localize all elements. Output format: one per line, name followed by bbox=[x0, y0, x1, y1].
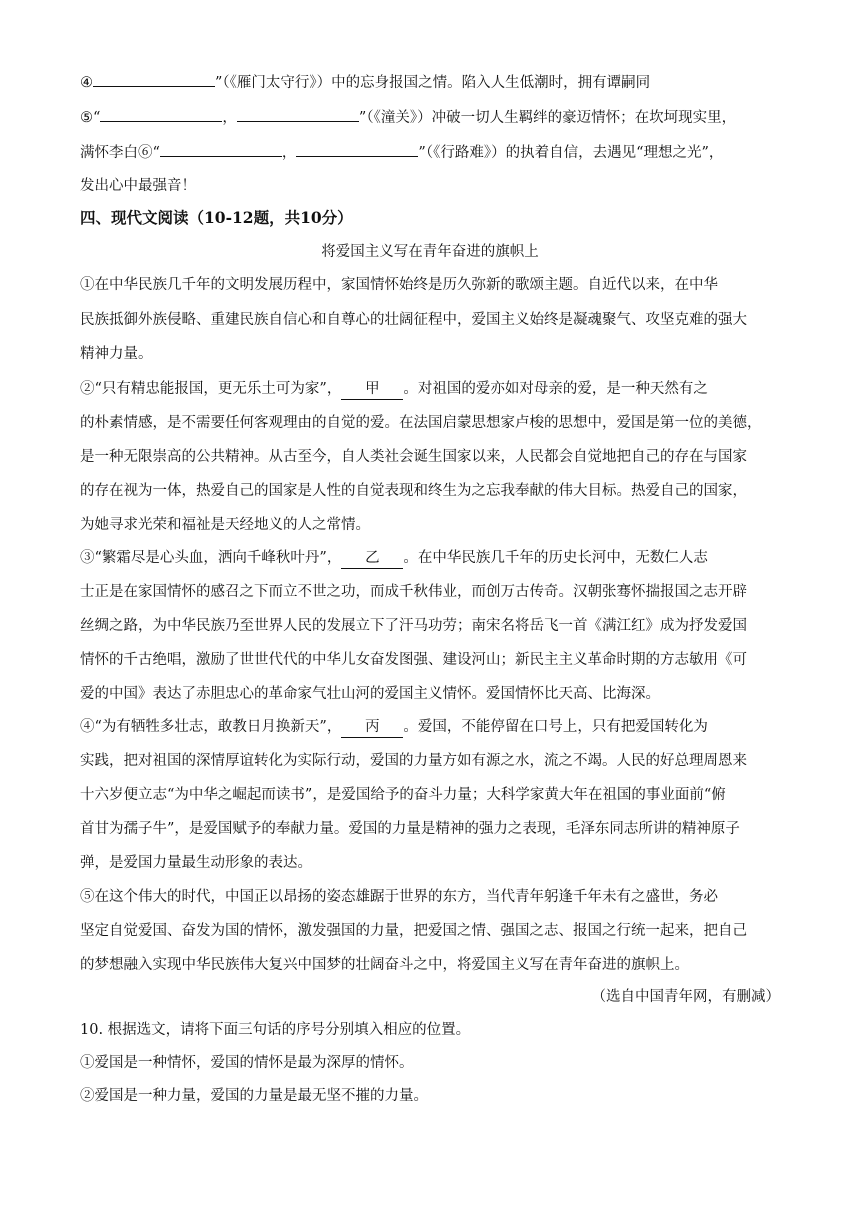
paragraph-5-line: 坚定自觉爱国、奋发为国的情怀，激发强国的力量，把爱国之情、强国之志、报国之行统一起来，把自己 bbox=[80, 923, 747, 939]
fill-blank-line-4 bbox=[80, 72, 780, 93]
paragraph-text: 。爱国，不能停留在口号上，只有把爱国转化为 bbox=[403, 719, 708, 735]
separator: ， bbox=[222, 110, 237, 126]
paragraph-text: 。对祖国的爱亦如对母亲的爱，是一种天然有之 bbox=[403, 381, 708, 397]
answer-blank[interactable] bbox=[160, 142, 282, 157]
paragraph-4-line: 十六岁便立志“为中华之崛起而读书”，是爱国给予的奋斗力量；大科学家黄大年在祖国的事业面前“俯 bbox=[80, 787, 726, 803]
answer-blank[interactable] bbox=[100, 107, 222, 122]
paragraph-3-line bbox=[80, 548, 780, 569]
paragraph-4-line: 首甘为孺子牛”，是爱国赋予的奉献力量。爱国的力量是精神的强力之表现，毛泽东同志所讲的精神原子 bbox=[80, 821, 740, 837]
fill-blank-line-6 bbox=[80, 142, 780, 163]
paragraph-3-line: 爱的中国》表达了赤胆忠心的革命家气壮山河的爱国主义情怀。爱国情怀比天高、比海深。 bbox=[80, 686, 660, 702]
paragraph-3-line: 情怀的千古绝唱，激励了世世代代的中华儿女奋发图强、建设河山；新民主主义革命时期的方志敏用《可 bbox=[80, 652, 747, 668]
paragraph-text: ③“繁霜尽是心头血，洒向千峰秋叶丹”， bbox=[80, 550, 342, 566]
paragraph-4-line: 实践，把对祖国的深情厚谊转化为实际行动，爱国的力量方如有源之水，流之不竭。人民的好总理周恩来 bbox=[80, 753, 747, 769]
paragraph-1-line: 精神力量。 bbox=[80, 346, 153, 362]
paragraph-2-line: 为她寻求光荣和福祉是天经地义的人之常情。 bbox=[80, 517, 370, 533]
paragraph-1-line: ①在中华民族几千年的文明发展历程中，家国情怀始终是历久弥新的歌颂主题。自近代以来，在中华 bbox=[80, 277, 718, 293]
paragraph-1-line: 民族抵御外族侵略、重建民族自信心和自尊心的壮阔征程中，爱国主义始终是凝魂聚气、攻坚克难的强大 bbox=[80, 312, 747, 328]
paragraph-text: 。在中华民族几千年的历史长河中，无数仁人志 bbox=[403, 550, 708, 566]
answer-blank[interactable] bbox=[93, 72, 215, 87]
paragraph-5-line: 的梦想融入实现中华民族伟大复兴中国梦的壮阔奋斗之中，将爱国主义写在青年奋进的旗帜上。 bbox=[80, 957, 689, 973]
paragraph-2-line: 的朴素情感，是不需要任何客观理由的自觉的爱。在法国启蒙思想家卢梭的思想中，爱国是第一位的美德， bbox=[80, 415, 762, 431]
question-10: 10. 根据选文，请将下面三句话的序号分别填入相应的位置。 bbox=[80, 1022, 471, 1038]
section-heading: 四、现代文阅读（10-12题，共10分） bbox=[80, 208, 353, 227]
article-title: 将爱国主义写在青年奋进的旗帜上 bbox=[321, 244, 539, 260]
blank-jia[interactable]: 甲 bbox=[341, 379, 403, 400]
separator: ， bbox=[281, 145, 297, 161]
fill-blank-line-5 bbox=[80, 107, 780, 128]
blank-bing[interactable]: 丙 bbox=[341, 717, 403, 738]
answer-blank[interactable] bbox=[237, 107, 359, 122]
fill-blank-line-end: 发出心中最强音！ bbox=[80, 178, 196, 194]
line-text: ”（《雁门太守行》）中的忘身报国之情。陷入人生低潮时，拥有谭嗣同 bbox=[215, 75, 651, 91]
item-number: ④ bbox=[80, 75, 93, 91]
paragraph-text: ④“为有牺牲多壮志，敢教日月换新天”， bbox=[80, 719, 342, 735]
line-text: 满怀李白⑥“ bbox=[80, 145, 160, 161]
line-text: ”（《潼关》）冲破一切人生羁绊的豪迈情怀；在坎坷现实里， bbox=[358, 110, 737, 126]
paragraph-2-line: 是一种无限崇高的公共精神。从古至今，自人类社会诞生国家以来，人民都会自觉地把自己的存在与国家 bbox=[80, 449, 747, 465]
paragraph-4-line: 弹，是爱国力量最生动形象的表达。 bbox=[80, 855, 312, 871]
option-1: ①爱国是一种情怀，爱国的情怀是最为深厚的情怀。 bbox=[80, 1055, 414, 1071]
paragraph-2-line bbox=[80, 379, 780, 400]
paragraph-3-line: 士正是在家国情怀的感召之下而立不世之功，而成千秋伟业，而创万古传奇。汉朝张骞怀揣报国之志开辟 bbox=[80, 584, 747, 600]
source-note: （选自中国青年网，有删减） bbox=[591, 989, 780, 1005]
paragraph-3-line: 丝绸之路，为中华民族乃至世界人民的发展立下了汗马功劳；南宋名将岳飞一首《满江红》成为抒发爱国 bbox=[80, 618, 747, 634]
item-number: ⑤“ bbox=[80, 110, 101, 126]
paragraph-5-line: ⑤在这个伟大的时代，中国正以昂扬的姿态雄踞于世界的东方，当代青年躬逢千年未有之盛世，务必 bbox=[80, 889, 718, 905]
paragraph-2-line: 的存在视为一体，热爱自己的国家是人性的自觉表现和终生为之忘我奉献的伟大目标。热爱自己的国家， bbox=[80, 483, 747, 499]
blank-yi[interactable]: 乙 bbox=[341, 548, 403, 569]
option-2: ②爱国是一种力量，爱国的力量是最无坚不摧的力量。 bbox=[80, 1088, 428, 1104]
line-text: ”（《行路难》）的执着自信，去遇见“理想之光”， bbox=[418, 145, 724, 161]
paragraph-text: ②“只有精忠能报国，更无乐土可为家”， bbox=[80, 381, 342, 397]
answer-blank[interactable] bbox=[296, 142, 418, 157]
paragraph-4-line bbox=[80, 717, 780, 738]
